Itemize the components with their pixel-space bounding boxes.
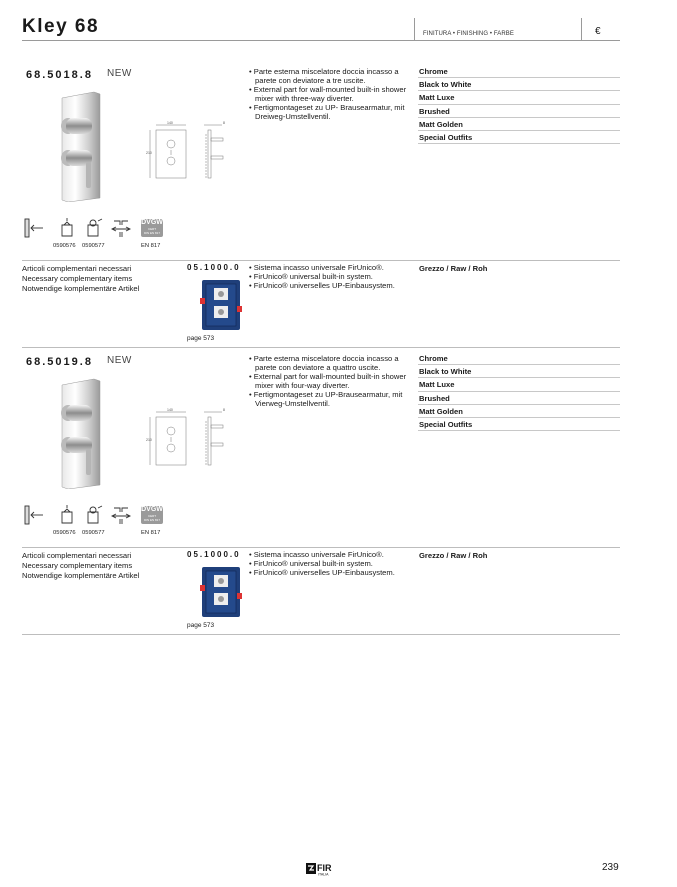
- finish-list: [418, 66, 620, 145]
- feature-icons: [24, 217, 144, 239]
- cartridge-code: 0590576: [53, 530, 76, 536]
- drawing-depth: 8: [223, 121, 225, 125]
- complementary-description: • Sistema incasso universale FirUnico®. • FirUnico® universal built-in system. • FirUnico® universelles UP-Einbausystem.: [249, 263, 395, 291]
- drawing-width: 140: [167, 408, 173, 412]
- cartridge-code: 0590577: [82, 243, 105, 249]
- finish-item[interactable]: Matt Luxe: [418, 92, 620, 104]
- product-code: 68.5019.8: [26, 356, 93, 368]
- finish-item[interactable]: Black to White: [418, 366, 620, 378]
- finish-item[interactable]: Matt Luxe: [418, 379, 620, 391]
- finish-item[interactable]: Matt Golden: [418, 406, 620, 418]
- finish-item[interactable]: Brushed: [418, 106, 620, 118]
- reference-page[interactable]: page 573: [187, 335, 215, 342]
- drawing-width: 140: [167, 121, 173, 125]
- new-badge: NEW: [107, 355, 132, 366]
- product-code: 68.5018.8: [26, 69, 93, 81]
- desc-de: • Fertigmontageset zu UP- Brausearmatur, mit Dreiweg-Umstellventil.: [249, 103, 405, 122]
- complementary-label-de: Notwendige komplementäre Artikel: [22, 284, 140, 293]
- fir-logo: [306, 862, 340, 876]
- desc-de: • Fertigmontageset zu UP-Brausearmatur, mit Vierweg-Umstellventil.: [249, 390, 403, 409]
- finish-item[interactable]: Chrome: [418, 66, 620, 78]
- page-title: Kley 68: [22, 16, 100, 37]
- section-divider: [22, 634, 620, 635]
- finish-item[interactable]: Chrome: [418, 353, 620, 365]
- product-image: [56, 377, 106, 489]
- complementary-finish: Grezzo / Raw / Roh: [419, 551, 488, 560]
- product-description: [249, 67, 419, 122]
- desc-it: • Parte esterna miscelatore doccia incasso a parete con deviatore a tre uscite.: [249, 67, 399, 86]
- desc-en: • External part for wall-mounted built-in shower mixer with three-way diverter.: [249, 85, 407, 104]
- complementary-labels: [22, 551, 139, 581]
- section-divider: [22, 547, 620, 548]
- drawing-height: 210: [146, 151, 152, 155]
- cartridge-icon: [62, 505, 72, 523]
- complementary-code: 05.1000.0: [187, 550, 241, 559]
- section-divider: [22, 260, 620, 261]
- norm-code: EN 817: [141, 530, 161, 536]
- drawing-depth: 8: [223, 408, 225, 412]
- finish-list: [418, 353, 620, 432]
- builtin-system-image: [200, 565, 242, 619]
- currency-header: €: [595, 26, 601, 37]
- flow-direction-icon: [112, 221, 130, 237]
- complementary-code: 05.1000.0: [187, 263, 241, 272]
- wall-mount-icon: [25, 219, 43, 237]
- technical-drawing: [146, 407, 236, 469]
- finish-item[interactable]: Special Outfits: [418, 419, 620, 431]
- page-number: 239: [602, 862, 619, 873]
- complementary-label-en: Necessary complementary items: [22, 561, 133, 570]
- complementary-label-it: Articoli complementari necessari: [22, 264, 132, 273]
- reference-page[interactable]: page 573: [187, 622, 215, 629]
- diverter-cartridge-icon: [88, 506, 102, 523]
- cartridge-code: 0590576: [53, 243, 76, 249]
- complementary-label-it: Articoli complementari necessari: [22, 551, 132, 560]
- cartridge-icon: [62, 218, 72, 236]
- diverter-cartridge-icon: [88, 219, 102, 236]
- product-block: [0, 287, 677, 627]
- cartridge-code: 0590577: [82, 530, 105, 536]
- wall-mount-icon: [25, 506, 43, 524]
- technical-drawing: [146, 120, 236, 182]
- desc-en: • External part for wall-mounted built-in shower mixer with four-way diverter.: [249, 372, 407, 391]
- dvgw-certification-badge: DVGW CERT DIN EN 817: [141, 506, 163, 522]
- new-badge: NEW: [107, 68, 132, 79]
- product-description: [249, 354, 419, 409]
- finish-item[interactable]: Matt Golden: [418, 119, 620, 131]
- finish-item[interactable]: Brushed: [418, 393, 620, 405]
- flow-direction-icon: [112, 508, 130, 524]
- feature-icons: [24, 504, 144, 526]
- complementary-label-en: Necessary complementary items: [22, 274, 133, 283]
- drawing-height: 210: [146, 438, 152, 442]
- finish-item[interactable]: Black to White: [418, 79, 620, 91]
- finish-item[interactable]: Special Outfits: [418, 132, 620, 144]
- complementary-finish: Grezzo / Raw / Roh: [419, 264, 488, 273]
- finish-column-header: FINITURA • FINISHING • FARBE: [423, 31, 515, 37]
- dvgw-certification-badge: DVGW CERT DIN EN 817: [141, 219, 163, 235]
- norm-code: EN 817: [141, 243, 161, 249]
- logo-text: FIR: [317, 863, 332, 873]
- logo-subtext: ITALIA: [318, 872, 329, 876]
- complementary-description: • Sistema incasso universale FirUnico®. • FirUnico® universal built-in system. • FirUnico® universelles UP-Einbausystem.: [249, 550, 395, 578]
- product-image: [56, 90, 106, 202]
- complementary-label-de: Notwendige komplementäre Artikel: [22, 571, 140, 580]
- desc-it: • Parte esterna miscelatore doccia incasso a parete con deviatore a quattro uscite.: [249, 354, 399, 373]
